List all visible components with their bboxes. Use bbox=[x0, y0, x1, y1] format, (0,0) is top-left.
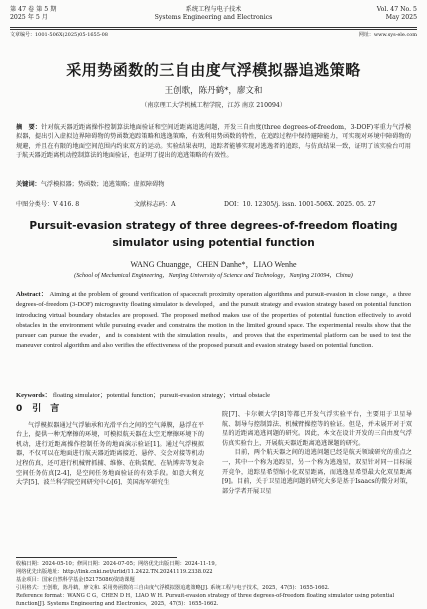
doi: DOI：10. 12305/j. issn. 1001-506X. 2025. 05. 27 bbox=[224, 201, 376, 208]
citation-cn: 引用格式：王创歌，陈丹鹤，廖文和. 采用势函数的三自由度气浮模拟器追逃策略[J]. 系统工程与电子技术，2025，47(5)：1655-1662. bbox=[16, 585, 330, 591]
paper-title-en: Pursuit-evasion strategy of three degrees-of-freedom floating simulator using potential function bbox=[29, 220, 398, 249]
section-number: 0 bbox=[16, 404, 23, 414]
header-rule bbox=[10, 27, 417, 28]
abstract-en-label: Abstract： bbox=[16, 291, 48, 298]
online-address: 网络优先出版地址：http://link.cnki.net/urlid/11.2422.TN.20241119.2338.022 bbox=[16, 569, 213, 575]
keywords-en bbox=[16, 389, 411, 399]
keywords-cn-label: 关键词： bbox=[16, 181, 41, 188]
volume-issue-en: Vol. 47 No. 5 bbox=[376, 6, 417, 13]
article-id: 文章编号：1001-506X(2025)05-1655-08 bbox=[10, 32, 108, 38]
header-rule-thin bbox=[10, 29, 417, 30]
year-month-cn: 2025 年 5 月 bbox=[10, 14, 48, 21]
body-text-right: 院[7]、卡尔顿大学[8]等都已开发气浮实验平台，主要用于卫星导航、制导与控制算法、机械臂操控等的验证。但是，并未展开对于双星的近距离追逃问题的研究。因此，本文在设计开发的三自由度气浮仿真实验台上，开展航天器近距离追逃课题的研究。 目前，两个航天器之间的追逃问题已经是航天领域研究的重点之一，其中一个称为追踪星，另一个称为逃逸星，双星针对同一目标展开竞争，追踪星希望缩小化双星距离，而逃逸星希望最大化双星距离[9]。目前，关于卫星追逃问题的研究大多是基于Isaacs的微分对策，部分学者开展卫星 bbox=[222, 411, 412, 495]
journal-name-en: Systems Engineering and Electronics bbox=[154, 14, 273, 21]
body-column-right bbox=[222, 410, 412, 496]
fund-project: 基金项目：国家自然科学基金(52175086)资助课题 bbox=[16, 577, 135, 583]
abstract-cn-label: 摘 要： bbox=[16, 124, 42, 131]
body-column-left bbox=[16, 405, 204, 488]
footnotes bbox=[16, 560, 411, 608]
year-month-en: May 2025 bbox=[385, 14, 417, 21]
footnote-rule bbox=[16, 557, 177, 558]
volume-issue-cn: 第 47 卷 第 5 期 bbox=[10, 6, 57, 13]
running-header bbox=[10, 6, 417, 28]
section-heading bbox=[16, 405, 204, 415]
keywords-en-text: floating simulator；potential function；pursuit-evasion strategy；virtual obstacle bbox=[52, 392, 271, 399]
header-center bbox=[10, 6, 417, 22]
abstract-cn-text: 针对航天器近距离操作控制算法地面验证和空间近距离追逃问题，开发三自由度(three degrees-of-freedom，3-DOF)零重力气浮模拟器，提出引入虚拟边界障碍物的势函数追踪策略和逃逸策略，有效利用势函数的特性，在追踪过程中保持避障能力，可实现对环境中障碍物的规避，并且在有限的地面空间范围内约束双方的运动。实验结果表明，追踪者能够实现对逃逸者的追踪，与仿真结果一致，证明了该实验台可用于航天器近距离机动控制算法的地面验证，也证明了提出的追逃策略的有效性。 bbox=[16, 124, 412, 160]
keywords-en-label: Keywords： bbox=[16, 392, 52, 399]
abstract-cn bbox=[16, 123, 411, 161]
journal-url: 网址：www.sys-ele.com bbox=[358, 32, 417, 38]
journal-name-cn: 系统工程与电子技术 bbox=[185, 6, 242, 13]
affiliation-en: (School of Mechanical Engineering，Nanjing University of Science and Technology，Nanjing 210094，China) bbox=[74, 272, 353, 279]
paper-title-cn: 采用势函数的三自由度气浮模拟器追逃策略 bbox=[66, 61, 361, 79]
authors-cn: 王创歌，陈丹鹤*，廖文和 bbox=[164, 86, 263, 96]
section-title: 引 言 bbox=[32, 404, 60, 414]
article-meta bbox=[10, 31, 417, 38]
received-date: 收稿日期：2024-05-10；修回日期：2024-07-05；网络优先出版日期：2024-11-19。 bbox=[16, 561, 220, 567]
abstract-en-text: Aiming at the problem of ground verification of spacecraft proximity operation algorithms and pursuit-evasion in close range，a three degrees-of-freedom (3-DOF) microgravity floating simulator is developed，and the pursuit strategy and evasion strategy based on potential function introducing virtual boundary obstacles are proposed. The proposed method makes use of the properties of potential function effectively to avoid obstacles in the environment while pursuing evader and constrains the motion in the limited ground space. The experimental results show that the pursuer can pursue the evader，and is consistent with the simulation results，and proves that the experimental platform can be used to test the maneuver control algorithm and also verifies the effectiveness of the proposed pursuit and evasion strategy based on potential function. bbox=[16, 291, 411, 350]
header-right bbox=[377, 6, 417, 22]
clc-code: 中图分类号：V 416. 8 bbox=[16, 201, 80, 208]
abstract-en bbox=[16, 290, 411, 352]
document-code: 文献标志码：A bbox=[134, 201, 176, 208]
body-text-left: 气浮模拟器通过气浮轴承和光滑平台之间的空气薄膜，悬浮在平台上，提供一种无摩擦的环境，可模拟航天器在太空无摩擦环境下的机动，进行近距离操作控制任务的地面演示验证[1]。通过气浮模拟器，不仅可以在地面进行航天器近距离接近、悬停、交会对接等机动过程仿真，还可进行机械臂抓捕、维修、在轨装配、在轨博弈等复杂空间任务仿真[2-4]，是空间任务地面验证的有效手段。如意大利克大学[5]、波兰科学院空间研究中心[6]、美国海军研究生 bbox=[16, 421, 204, 487]
affiliation-cn: （南京理工大学机械工程学院，江苏 南京 210094） bbox=[140, 102, 287, 109]
keywords-cn bbox=[16, 180, 411, 189]
citation-en: Reference format：WANG C G，CHEN D H，LIAO W H. Pursuit-evasion strategy of three degrees-of-freedom floating simulator using potential function[J]. Systems Engineering and Electronics，2025，47(5)：1655-1662. bbox=[16, 593, 395, 607]
keywords-cn-text: 气浮模拟器；势函数；追逃策略；虚拟障碍物 bbox=[40, 181, 165, 188]
authors-en: WANG Chuangge，CHEN Danhe*，LIAO Wenhe bbox=[130, 260, 297, 269]
